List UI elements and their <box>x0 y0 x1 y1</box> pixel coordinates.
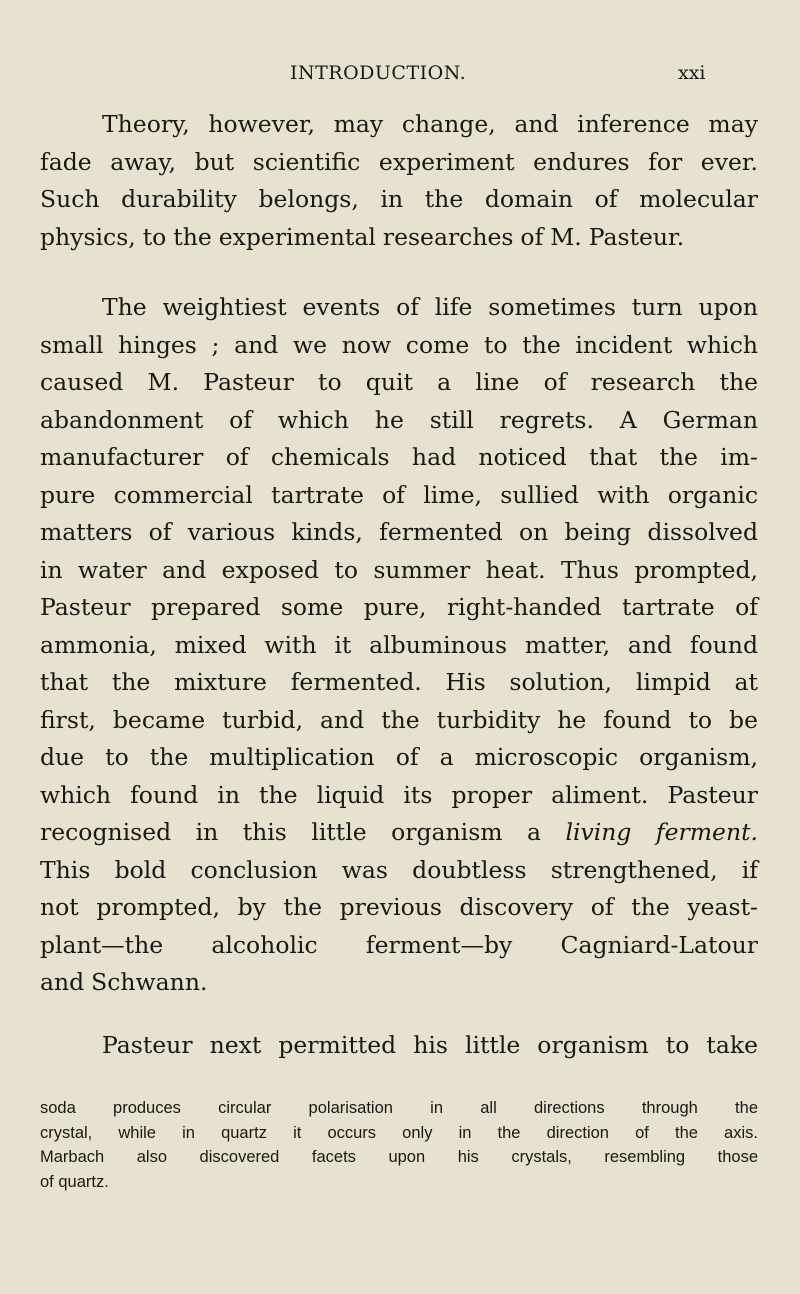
paragraph-line: Theory, however, may change, and inference may <box>102 110 758 138</box>
paragraph-1 <box>40 106 758 256</box>
paragraph-line: matters of various kinds, fermented on being dissolved <box>40 518 758 546</box>
paragraph-line: physics, to the experimental researches of M. Pasteur. <box>40 222 685 251</box>
footnote-line: Marbach also discovered facets upon his crystals, resembling those <box>40 1148 758 1166</box>
paragraph-line: fade away, but scientific experiment endures for ever. <box>40 147 758 176</box>
paragraph-line: which found in the liquid its proper aliment. Pasteur <box>40 780 758 809</box>
paragraph-line-text: recognised in this little organism a <box>40 818 566 846</box>
paragraph-line: not prompted, by the previous discovery of the yeast- <box>40 893 758 921</box>
running-head: INTRODUCTION. <box>290 62 467 84</box>
paragraph-line: This bold conclusion was doubtless strengthened, if <box>40 855 758 884</box>
paragraph-line: abandonment of which he still regrets. A German <box>40 405 758 434</box>
paragraph-line-with-italic <box>40 814 758 852</box>
paragraph-line: caused M. Pasteur to quit a line of research the <box>40 368 758 396</box>
footnote-line: of quartz. <box>40 1172 109 1191</box>
paragraph-line: that the mixture fermented. His solution, limpid at <box>40 668 758 696</box>
paragraph-2 <box>40 289 758 1002</box>
paragraph-3 <box>40 1027 758 1065</box>
paragraph-line: manufacturer of chemicals had noticed that the im- <box>40 443 758 471</box>
page-number: xxi <box>678 62 706 84</box>
paragraph-line: plant—the alcoholic ferment—by Cagniard-Latour <box>40 930 758 959</box>
italic-phrase: living ferment. <box>565 818 759 846</box>
paragraph-line: pure commercial tartrate of lime, sullied with organic <box>40 480 758 509</box>
paragraph-line: Pasteur next permitted his little organism to take <box>102 1031 758 1059</box>
paragraph-line: Such durability belongs, in the domain of molecular <box>40 185 758 213</box>
paragraph-line: ammonia, mixed with it albuminous matter, and found <box>40 630 758 659</box>
paragraph-line: Pasteur prepared some pure, right-handed tartrate of <box>40 593 758 621</box>
paragraph-line: and Schwann. <box>40 968 208 996</box>
paragraph-line: The weightiest events of life sometimes turn upon <box>102 293 758 321</box>
footnote-line: crystal, while in quartz it occurs only in the direction of the axis. <box>40 1123 758 1142</box>
paragraph-line: small hinges ; and we now come to the incident which <box>40 330 758 359</box>
paragraph-line: due to the multiplication of a microscopic organism, <box>40 743 758 771</box>
paragraph-line: first, became turbid, and the turbidity he found to be <box>40 705 758 734</box>
paragraph-line: in water and exposed to summer heat. Thus prompted, <box>40 555 758 584</box>
footnote <box>40 1096 758 1194</box>
footnote-line: soda produces circular polarisation in all directions through the <box>40 1099 758 1117</box>
